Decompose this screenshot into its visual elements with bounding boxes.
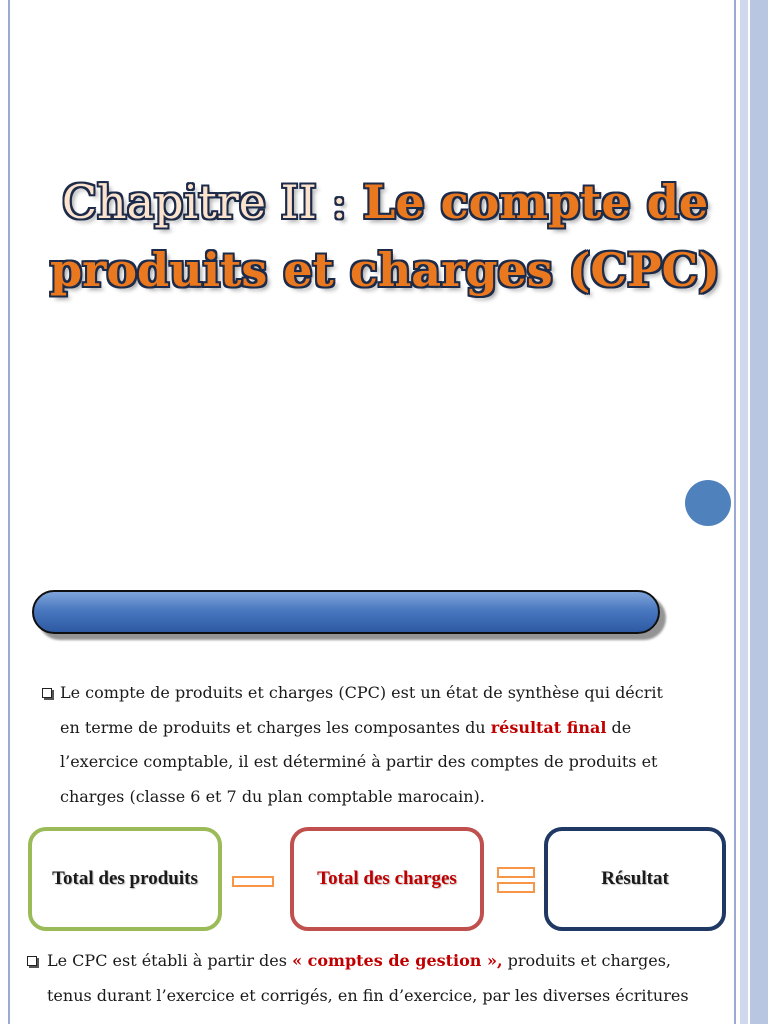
bullet-paragraph-1 — [60, 676, 680, 814]
equation-term-produits: Total des produits — [52, 868, 198, 889]
minus-operator-icon — [232, 876, 274, 887]
bullet-2-text-start: Le CPC est établi à partir des — [47, 951, 293, 970]
checkbox-bullet-icon — [27, 956, 37, 966]
equation-box-charges — [290, 827, 484, 931]
decorative-circle — [685, 480, 731, 526]
slide-side-bar — [740, 0, 768, 1024]
equation-box-resultat — [544, 827, 726, 931]
bullet-1-highlight: résultat final — [490, 717, 607, 737]
equation-term-charges: Total des charges — [317, 868, 457, 889]
bullet-1-text-start: Le compte de produits et charges (CPC) est un état de synthèse qui décrit en terme de produits et charges les composantes du — [60, 683, 663, 737]
bullet-2-highlight: « comptes de gestion », — [292, 951, 503, 970]
slide-frame-left — [8, 0, 10, 1024]
equation-box-produits — [28, 827, 222, 931]
title-chapter: Chapitre II : — [61, 175, 348, 229]
equals-bar-top — [497, 867, 535, 878]
slide-frame-right — [734, 0, 736, 1024]
bullet-2-text-end: produits et charges, tenus durant l’exercice et corrigés, en fin d’exercice, par les diverses écritures — [47, 951, 689, 1005]
bullet-paragraph-2 — [47, 944, 697, 1013]
slide-title — [40, 168, 730, 304]
section-banner-bar — [32, 590, 660, 634]
checkbox-bullet-icon — [42, 688, 52, 698]
bullet-1-text-end: de l’exercice comptable, il est déterminé à partir des comptes de produits et charges (classe 6 et 7 du plan comptable marocain). — [60, 717, 658, 806]
title-subject: Le compte de produits et charges (CPC) — [49, 175, 721, 297]
equals-bar-bottom — [497, 882, 535, 893]
equation-result: Résultat — [601, 868, 669, 889]
